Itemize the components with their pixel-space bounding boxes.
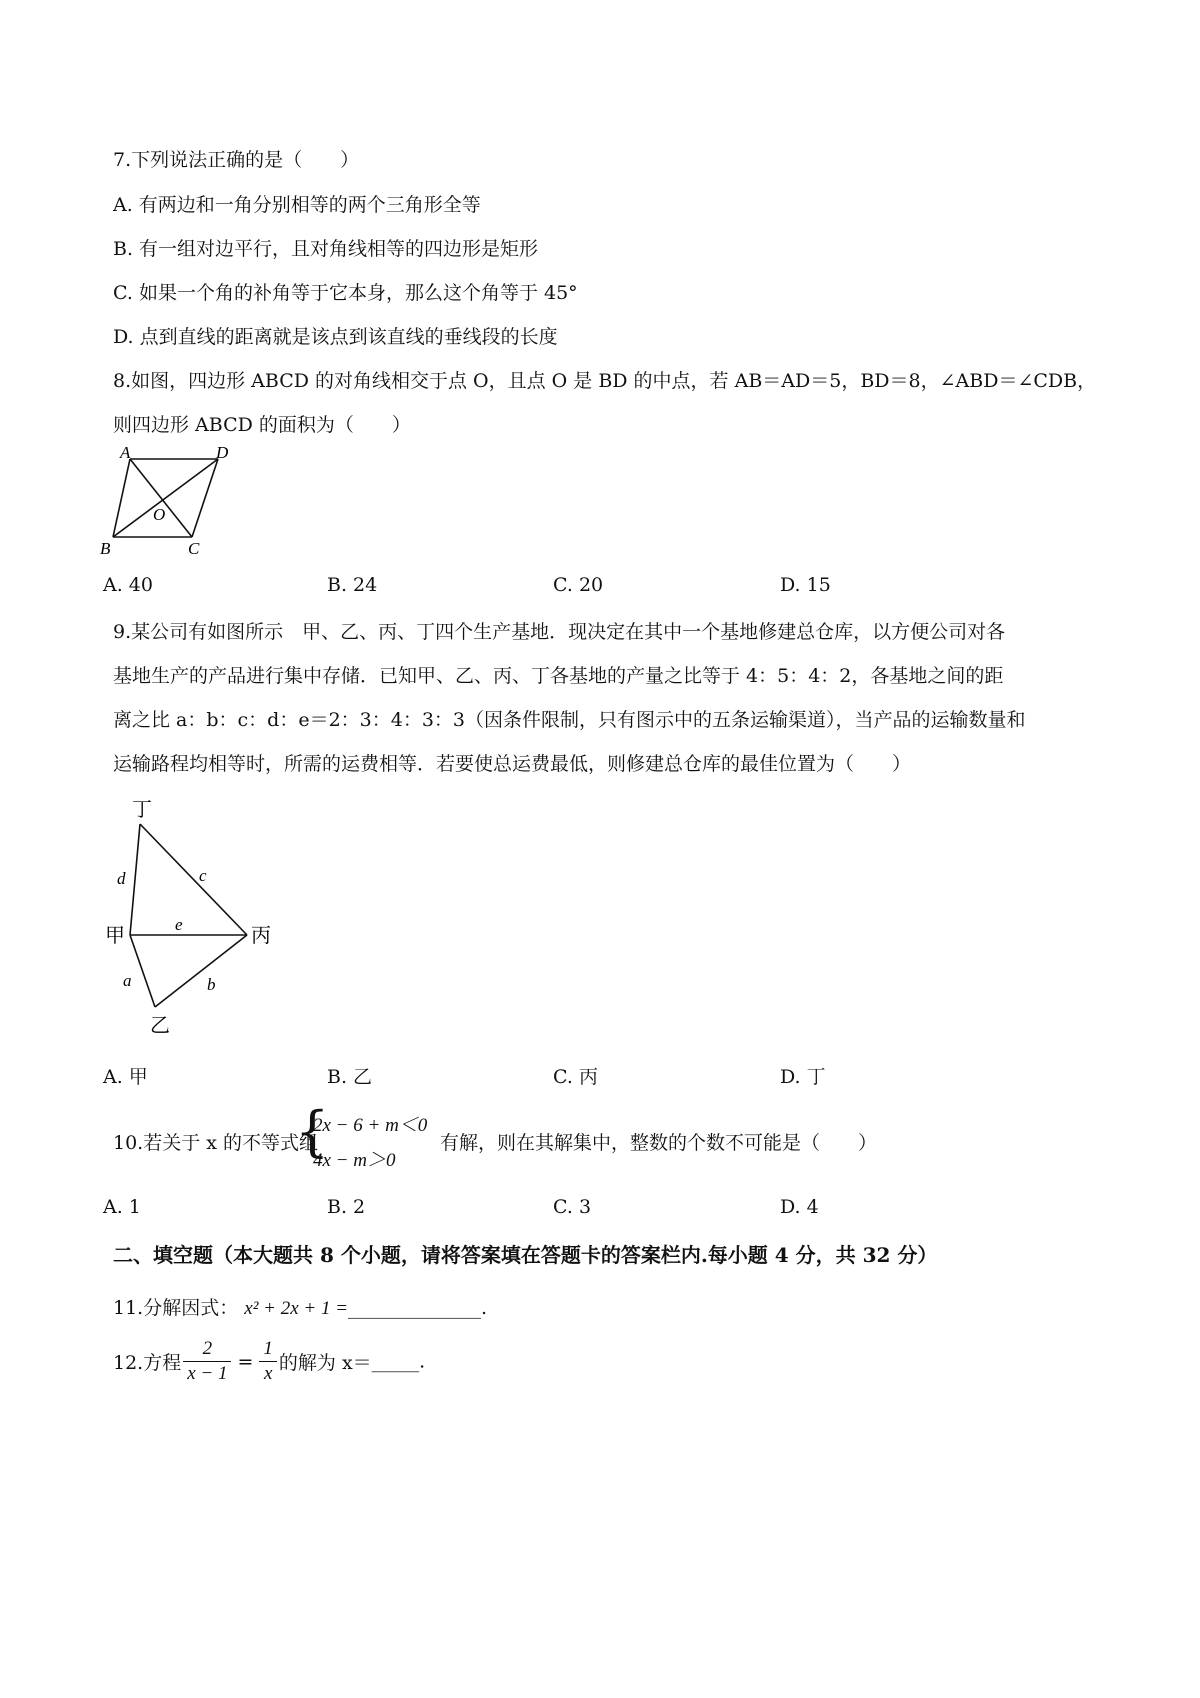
q11-line	[113, 1293, 487, 1320]
q12-frac2-denominator: x	[263, 1363, 273, 1384]
q12-prefix: 12.方程	[113, 1352, 182, 1374]
q8-label-d: D	[216, 443, 229, 462]
q9-option-a: A. 甲	[103, 1066, 148, 1088]
q8-stem-line2: 则四边形 ABCD 的面积为（ ）	[113, 414, 411, 436]
section-2-heading: 二、填空题（本大题共 8 个小题，请将答案填在答题卡的答案栏内.每小题 4 分，共 32 分）	[113, 1243, 938, 1267]
q12-frac1-numerator: 2	[183, 1337, 231, 1362]
q12-frac2-numerator: 1	[259, 1337, 277, 1362]
q10-option-a: A. 1	[103, 1196, 141, 1218]
q9-label-yi: 乙	[150, 1015, 170, 1037]
q8-label-o: O	[153, 505, 166, 524]
q9-edge-label-e: e	[175, 915, 183, 934]
q8-figure-parallelogram	[100, 440, 250, 565]
q10-option-d: D. 4	[780, 1196, 819, 1218]
q8-option-b: B. 24	[327, 574, 378, 596]
q7-option-d: D. 点到直线的距离就是该点到该直线的垂线段的长度	[113, 326, 558, 348]
q9-label-jia: 甲	[105, 925, 125, 947]
q10-option-b: B. 2	[327, 1196, 366, 1218]
q7-option-c: C. 如果一个角的补角等于它本身，那么这个角等于 45°	[113, 282, 578, 304]
q8-label-a: A	[120, 443, 131, 462]
q8-option-d: D. 15	[780, 574, 831, 596]
q9-edge-label-c: c	[199, 866, 207, 885]
q9-option-c: C. 丙	[553, 1066, 598, 1088]
q11-period: .	[481, 1297, 488, 1319]
q11-prefix: 11.分解因式：	[113, 1297, 239, 1319]
q7-option-a: A. 有两边和一角分别相等的两个三角形全等	[113, 194, 481, 216]
q8-stem-line1: 8.如图，四边形 ABCD 的对角线相交于点 O，且点 O 是 BD 的中点，若 AB＝AD＝5，BD＝8，∠ABD＝∠CDB，	[113, 370, 1097, 392]
q7-stem: 7.下列说法正确的是（ ）	[113, 149, 360, 171]
q12-period: .	[419, 1350, 426, 1373]
q9-stem-line1: 9.某公司有如图所示 甲、乙、丙、丁四个生产基地．现决定在其中一个基地修建总仓库，以方便公司对各	[113, 621, 1006, 643]
q10-suffix: 有解，则在其解集中，整数的个数不可能是（ ）	[440, 1132, 878, 1154]
q10-option-c: C. 3	[553, 1196, 592, 1218]
q9-stem-line2: 基地生产的产品进行集中存储．已知甲、乙、丙、丁各基地的产量之比等于 4：5：4：2，各基地之间的距	[113, 665, 1004, 687]
q9-stem-line4: 运输路程均相等时，所需的运费相等．若要使总运费最低，则修建总仓库的最佳位置为（ ）	[113, 753, 912, 775]
q12-line	[113, 1337, 425, 1386]
q10-inequality-2: 4x − m＞0	[313, 1150, 396, 1171]
q12-frac1-denominator: x − 1	[187, 1363, 228, 1384]
q10-prefix: 10.若关于 x 的不等式组	[113, 1132, 319, 1154]
q12-fraction-left	[183, 1337, 231, 1386]
q8-label-b: B	[100, 539, 111, 558]
q9-edge-label-d: d	[117, 869, 126, 888]
q12-suffix: 的解为 x＝	[278, 1352, 372, 1374]
q9-edge-label-b: b	[207, 975, 216, 994]
q12-answer-blank[interactable]: _____	[371, 1350, 420, 1373]
q11-answer-blank[interactable]: ______________	[348, 1297, 482, 1319]
q9-option-b: B. 乙	[327, 1066, 373, 1088]
q8-option-c: C. 20	[553, 574, 604, 596]
q12-equals: =	[237, 1350, 254, 1373]
q9-edge-label-a: a	[123, 971, 132, 990]
q8-option-a: A. 40	[103, 574, 153, 596]
q8-label-c: C	[188, 539, 200, 558]
q12-fraction-right	[259, 1337, 277, 1386]
q9-stem-line3: 离之比 a：b：c：d：e＝2：3：4：3：3（因条件限制，只有图示中的五条运输渠道），当产品的运输数量和	[113, 709, 1026, 731]
q10-inequality-1: 2x − 6 + m＜0	[313, 1115, 428, 1136]
q11-expression: x² + 2x + 1 =	[244, 1298, 349, 1319]
q9-label-ding: 丁	[132, 799, 152, 821]
q10-brace: {	[295, 1100, 330, 1163]
q7-option-b: B. 有一组对边平行，且对角线相等的四边形是矩形	[113, 238, 539, 260]
q9-figure-network	[95, 790, 295, 1040]
q9-option-d: D. 丁	[780, 1066, 826, 1088]
q9-label-bing: 丙	[251, 925, 271, 947]
